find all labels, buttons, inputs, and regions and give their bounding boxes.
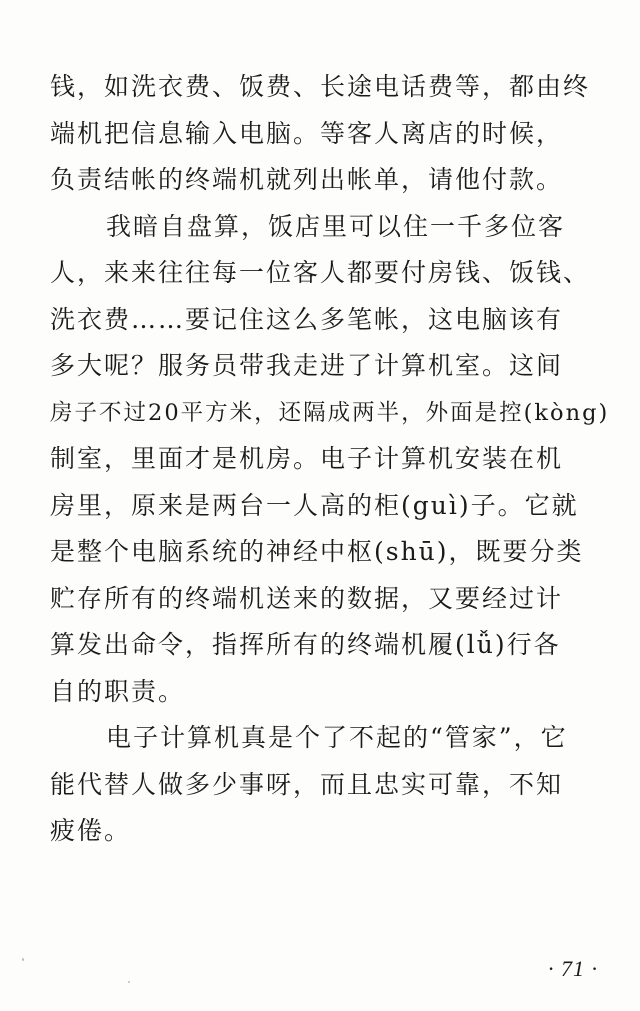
text-line: 是整个电脑系统的神经中枢(shū)，既要分类 [50, 537, 584, 566]
text-line: 人，来来往往每一位客人都要付房钱、饭钱、 [50, 258, 591, 287]
text-line: 自的职责。 [50, 676, 186, 706]
page-number: · 71 · [548, 956, 598, 981]
text-line: 洗衣费……要记住这么多笔帐，这电脑该有 [50, 304, 564, 334]
text-line: 钱，如洗衣费、饭费、长途电话费等，都由终 [50, 72, 591, 101]
text-line: 算发出命令，指挥所有的终端机履(lǚ)行各 [50, 630, 561, 659]
text-line: 端机把信息输入电脑。等客人离店的时候， [50, 118, 564, 148]
scan-speck [128, 981, 130, 983]
text-line: 房里，原来是两台一人高的柜(guì)子。它就 [50, 490, 579, 520]
body-text [50, 64, 610, 855]
text-line: 能代替人做多少事呀，而且忠实可靠，不知 [50, 769, 564, 799]
text-line: 我暗自盘算，饭店里可以住一千多位客 [106, 211, 566, 241]
text-line: 多大呢？服务员带我走进了计算机室。这间 [50, 351, 564, 380]
text-line: 制室，里面才是机房。电子计算机安装在机 [50, 444, 564, 473]
text-line: 贮存所有的终端机送来的数据，又要经过计 [50, 583, 564, 613]
text-line: 疲倦。 [50, 816, 132, 845]
scan-speck [22, 958, 24, 961]
text-line: 房子不过20平方米，还隔成两半，外面是控(kòng) [50, 399, 610, 426]
text-line: 负责结帐的终端机就列出帐单，请他付款。 [50, 165, 564, 194]
text-line: 电子计算机真是个了不起的“管家”，它 [106, 723, 568, 752]
